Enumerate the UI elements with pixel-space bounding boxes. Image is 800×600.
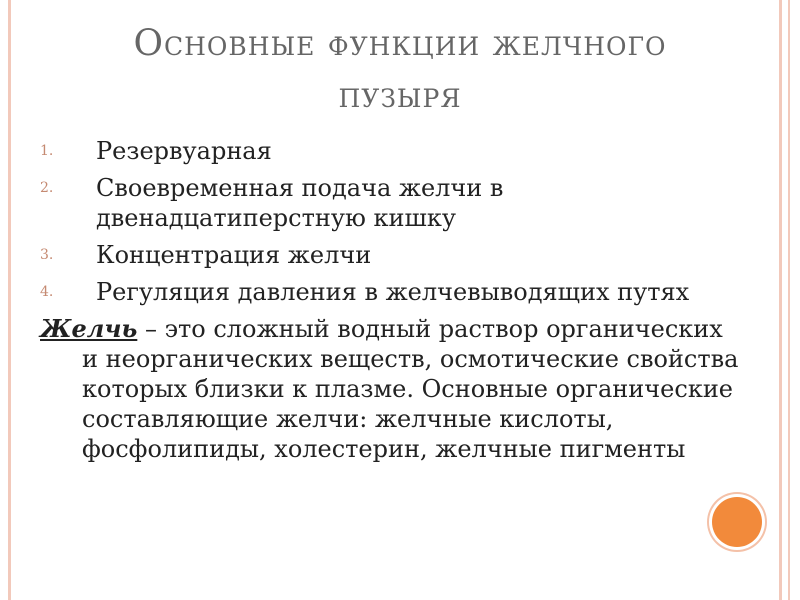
list-number: 3. [40, 247, 54, 263]
slide-title [60, 18, 740, 122]
list-item [40, 136, 740, 166]
title-line-2: пузыря [338, 75, 462, 117]
list-text: Своевременная подача желчи в двенадцатиперстную кишку [96, 174, 504, 232]
list-number: 4. [40, 284, 54, 300]
title-line-1: Основные функции желчного [133, 23, 667, 64]
list-number: 2. [40, 180, 54, 196]
list-text: Резервуарная [96, 137, 272, 165]
list-text: Концентрация желчи [96, 241, 372, 269]
slide-content [40, 136, 740, 464]
decorative-circle [712, 497, 762, 547]
left-frame-line [8, 0, 11, 600]
right-frame-line [779, 0, 782, 600]
definition-term: Желчь [40, 314, 138, 343]
list-number: 1. [40, 143, 54, 159]
right-frame-line-secondary [788, 0, 790, 600]
list-item [40, 240, 740, 270]
definition-text: – это сложный водный раствор органических и неорганических веществ, осмотические свойства которых близки к плазме. Основные органические составляющие желчи: желчные кислоты, фосфолипиды, холестерин, желчные пигменты [82, 315, 739, 463]
list-item [40, 173, 740, 233]
function-list [40, 136, 740, 307]
list-item [40, 277, 740, 307]
list-text: Регуляция давления в желчевыводящих путях [96, 278, 690, 306]
definition-paragraph [40, 314, 740, 464]
